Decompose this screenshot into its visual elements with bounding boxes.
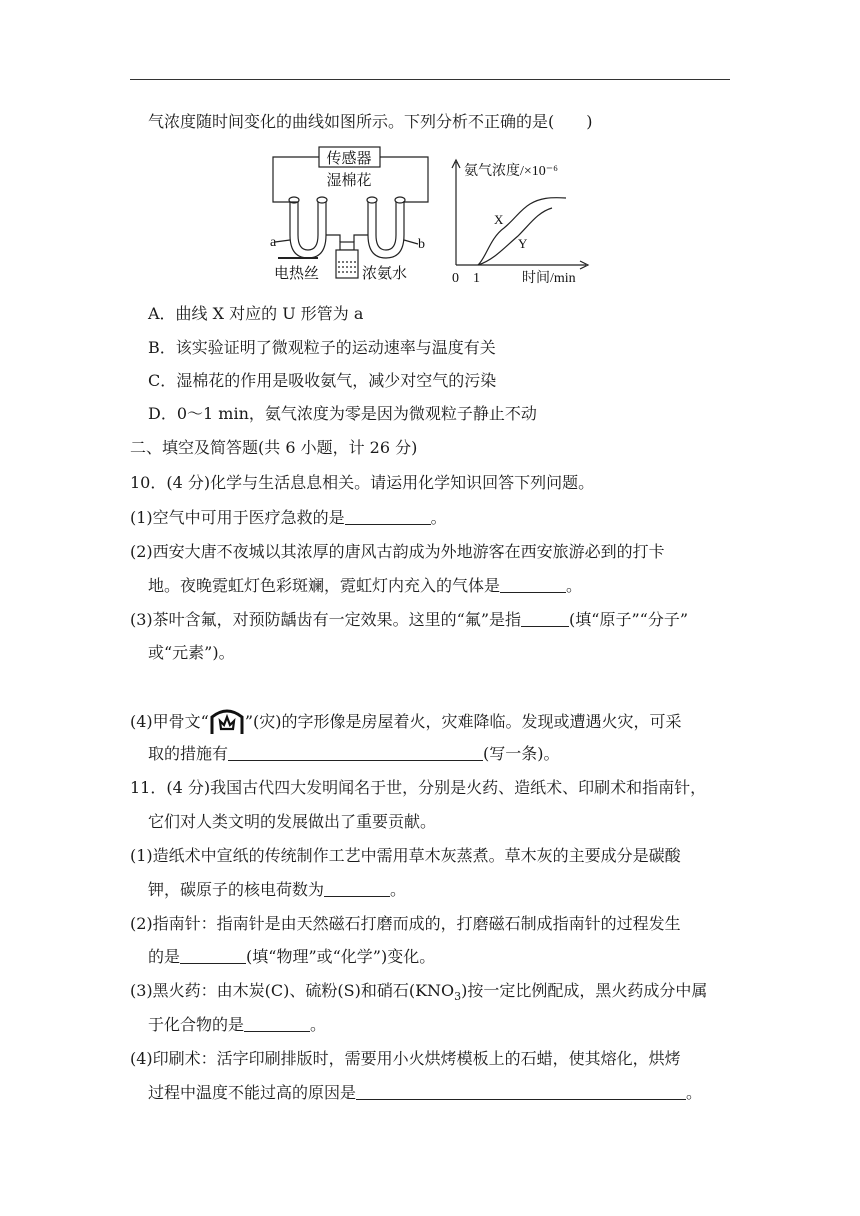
answer-blank [356, 1083, 686, 1100]
q10-part3-line2: 或“元素”)。 [148, 643, 235, 662]
q11-part1-line2: 钾，碳原子的核电荷数为 。 [148, 880, 407, 899]
header-rule [130, 79, 730, 80]
chart-tick-0: 0 [452, 271, 459, 286]
sensor-wire-right [380, 157, 428, 202]
section-2-title: 二、填空及简答题(共 6 小题，计 26 分) [130, 438, 418, 457]
option-a: A．曲线 X 对应的 U 形管为 a [148, 304, 364, 323]
experiment-figure [268, 140, 598, 290]
bottle-stopper [340, 242, 354, 250]
cotton-plug-right-2 [395, 197, 405, 203]
cotton-plug-left-2 [317, 197, 327, 203]
q10-part2-line1: (2)西安大唐不夜城以其浓厚的唐风古韵成为外地游客在西安旅游必到的打卡 [130, 542, 665, 561]
cotton-label: 湿棉花 [326, 173, 372, 189]
question-intro: 气浓度随时间变化的曲线如图所示。下列分析不正确的是( ) [148, 112, 593, 131]
oracle-bone-fire-glyph [209, 705, 245, 735]
ammonia-bottle [336, 250, 358, 278]
concentration-chart [452, 160, 588, 286]
option-b: B．该实验证明了微观粒子的运动速率与温度有关 [148, 338, 496, 357]
q11-stem-line1: 11．(4 分)我国古代四大发明闻名于世，分别是火药、造纸术、印刷术和指南针， [130, 778, 707, 797]
option-c: C．湿棉花的作用是吸收氨气，减少对空气的污染 [148, 371, 497, 390]
tube-a-label: a [270, 235, 277, 250]
q11-part3-line1: (3)黑火药：由木炭(C)、硫粉(S)和硝石$(KNO_3)$按一定比例配成，黑火药成分中属 [130, 981, 708, 1004]
q11-part3-line2: 于化合物的是 。 [148, 1015, 327, 1034]
q10-part2-line2: 地。夜晚霓虹灯色彩斑斓，霓虹灯内充入的气体是 。 [148, 576, 583, 595]
option-d: D．0～1 min，氨气浓度为零是因为微观粒子静止不动 [148, 404, 537, 423]
cotton-plug-right-1 [367, 197, 377, 203]
answer-blank [228, 744, 483, 761]
chart-tick-1: 1 [473, 271, 480, 286]
answer-blank [345, 508, 431, 525]
connector-right [354, 235, 368, 242]
answer-blank [180, 947, 246, 964]
answer-blank [500, 576, 566, 593]
q10-stem: 10．(4 分)化学与生活息息相关。请运用化学知识回答下列问题。 [130, 473, 595, 492]
q11-part2-line1: (2)指南针：指南针是由天然磁石打磨而成的，打磨磁石制成指南针的过程发生 [130, 914, 681, 933]
q10-part4-line1: (4)甲骨文“ ”(灾)的字形像是房屋着火，灾难降临。发现或遭遇火灾，可采 [130, 705, 682, 735]
q10-part4-line2: 取的措施有 (写一条)。 [148, 744, 560, 763]
heater-label: 电热丝 [274, 266, 320, 282]
chart-y-label: 氨气浓度/×10⁻⁶ [464, 164, 559, 179]
answer-blank [324, 880, 390, 897]
q11-part2-line2: 的是 (填“物理”或“化学”)变化。 [148, 947, 436, 966]
curve-x-label: X [494, 212, 504, 227]
answer-blank [521, 610, 569, 627]
q10-part3-line1: (3)茶叶含氟，对预防龋齿有一定效果。这里的“氟”是指 (填“原子”“分子” [130, 610, 688, 629]
ammonia-label: 浓氨水 [362, 266, 408, 282]
q10-part1: (1)空气中可用于医疗急救的是 。 [130, 508, 447, 527]
connector-left [326, 235, 340, 242]
sensor-label: 传感器 [326, 151, 372, 167]
apparatus-diagram [268, 140, 598, 290]
tube-b-label: b [418, 237, 425, 252]
q11-stem-line2: 它们对人类文明的发展做出了重要贡献。 [148, 812, 437, 831]
curve-y-label: Y [518, 236, 528, 251]
answer-blank [244, 1015, 310, 1032]
sensor-wire-left [273, 157, 319, 202]
q11-part1-line1: (1)造纸术中宣纸的传统制作工艺中需用草木灰蒸煮。草木灰的主要成分是碳酸 [130, 846, 681, 865]
u-tube-b-inner [376, 202, 396, 250]
q11-part4-line1: (4)印刷术：活字印刷排版时，需要用小火烘烤模板上的石蜡，使其熔化，烘烤 [130, 1049, 681, 1068]
q11-part4-line2: 过程中温度不能过高的原因是 。 [148, 1083, 703, 1102]
chart-x-label: 时间/min [522, 271, 576, 286]
u-tube-a-inner [298, 202, 318, 250]
